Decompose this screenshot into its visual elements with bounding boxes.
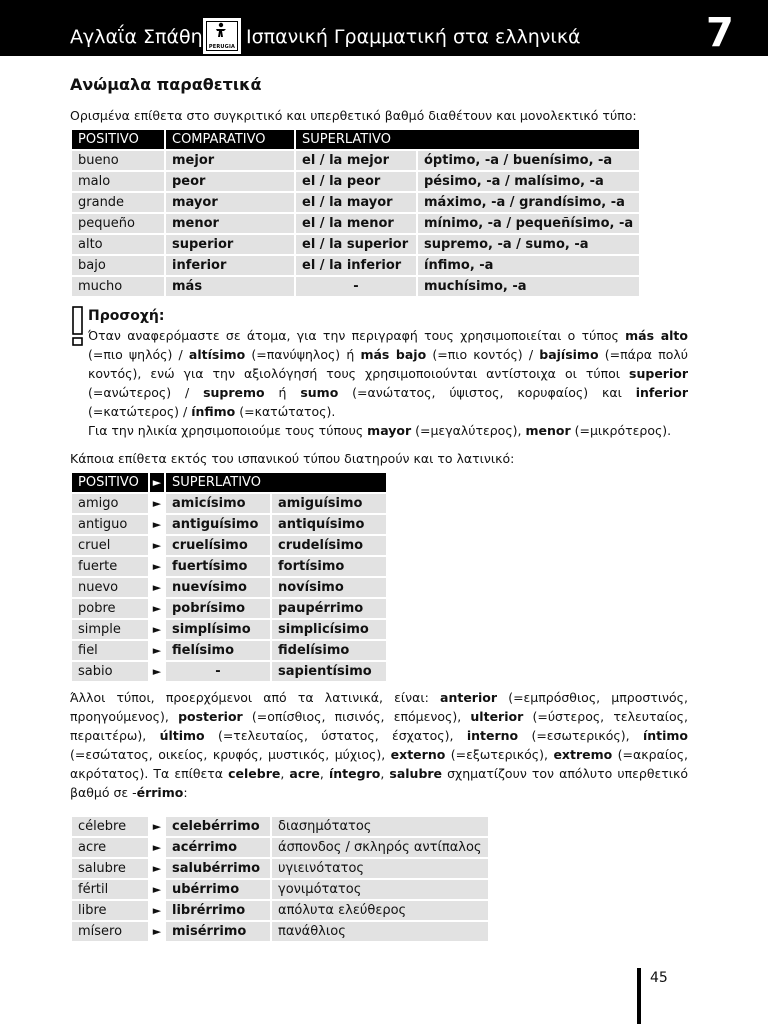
- table-row: [72, 662, 386, 681]
- cell-spanish-form: -: [166, 662, 270, 681]
- table-row: [72, 641, 386, 660]
- para-text: ,: [319, 766, 329, 781]
- cell-positivo: acre: [72, 838, 148, 857]
- cell-comparativo: mayor: [166, 193, 294, 212]
- cell-superlativo: librérrimo: [166, 901, 270, 920]
- cell-greek-translation: πανάθλιος: [272, 922, 488, 941]
- cell-latin-form: fidelísimo: [272, 641, 386, 660]
- cell-superlativo: celebérrimo: [166, 817, 270, 836]
- note-text: (=μικρότερος).: [570, 423, 672, 438]
- cell-superlativo-abs: supremo, -a / sumo, -a: [418, 235, 639, 254]
- table-header-row: [72, 473, 386, 492]
- para-text: :: [183, 785, 188, 800]
- table-row: [72, 193, 639, 212]
- table-row: [72, 515, 386, 534]
- arrow-icon: ►: [152, 820, 162, 833]
- arrow-icon: ►: [152, 581, 162, 594]
- cell-positivo: fuerte: [72, 557, 148, 576]
- arrow-icon: ►: [152, 925, 162, 938]
- intro2-text: Κάποια επίθετα εκτός του ισπανικού τύπου διατηρούν και το λατινικό:: [70, 451, 515, 466]
- cell-positivo: pobre: [72, 599, 148, 618]
- cell-positivo: libre: [72, 901, 148, 920]
- cell-positivo: grande: [72, 193, 164, 212]
- header-superlativo: SUPERLATIVO: [296, 130, 639, 149]
- para-text: (=εσωτερικός),: [518, 728, 643, 743]
- note-text: (=μεγαλύτερος),: [411, 423, 526, 438]
- table-row: [72, 578, 386, 597]
- note-term: ínfimo: [191, 404, 236, 419]
- cell-comparativo: inferior: [166, 256, 294, 275]
- cell-positivo: sabio: [72, 662, 148, 681]
- cell-positivo: nuevo: [72, 578, 148, 597]
- cell-positivo: simple: [72, 620, 148, 639]
- cell-positivo: célebre: [72, 817, 148, 836]
- table-row: [72, 620, 386, 639]
- table-row: [72, 557, 386, 576]
- cell-superlativo-rel: el / la menor: [296, 214, 416, 233]
- cell-comparativo: menor: [166, 214, 294, 233]
- arrow-icon: ►: [150, 473, 164, 492]
- header-book-title: Ισπανική Γραμματική στα ελληνικά: [246, 26, 581, 48]
- cell-spanish-form: fielísimo: [166, 641, 270, 660]
- para-text: ,: [380, 766, 390, 781]
- latin-superlatives-table: [70, 471, 388, 683]
- cell-superlativo: ubérrimo: [166, 880, 270, 899]
- para-term: último: [159, 728, 205, 743]
- cell-latin-form: paupérrimo: [272, 599, 386, 618]
- table-row: [72, 494, 386, 513]
- table-row: [72, 277, 639, 296]
- header-author: Αγλαΐα Σπάθη: [70, 26, 203, 48]
- cell-superlativo-abs: pésimo, -a / malísimo, -a: [418, 172, 639, 191]
- arrow-icon: ►: [152, 644, 162, 657]
- arrow-icon: ►: [152, 539, 162, 552]
- page-number: 45: [650, 970, 668, 986]
- note-text: (=πανύψηλος) ή: [245, 347, 361, 362]
- note-term: superior: [629, 366, 688, 381]
- note-text: ή: [264, 385, 301, 400]
- para-text: (=οπίσθιος, πισινός, επόμενος),: [242, 709, 471, 724]
- para-text: (=ύστερος, τελευταίος, περαιτέρω),: [70, 709, 688, 743]
- cell-spanish-form: cruelísimo: [166, 536, 270, 555]
- cell-superlativo-abs: óptimo, -a / buenísimo, -a: [418, 151, 639, 170]
- para-term: ulterior: [470, 709, 524, 724]
- cell-spanish-form: pobrísimo: [166, 599, 270, 618]
- note-term: bajísimo: [539, 347, 599, 362]
- footer-rule: [637, 968, 641, 1024]
- cell-superlativo-rel: el / la mayor: [296, 193, 416, 212]
- para-term: extremo: [553, 747, 613, 762]
- cell-spanish-form: simplísimo: [166, 620, 270, 639]
- note-text: Για την ηλικία χρησιμοποιούμε τους τύπους: [88, 423, 368, 438]
- cell-positivo: mísero: [72, 922, 148, 941]
- cell-superlativo-rel: el / la mejor: [296, 151, 416, 170]
- para-text: (=τελευταίος, ύστατος, έσχατος),: [204, 728, 467, 743]
- para-term: celebre: [228, 766, 281, 781]
- table-row: [72, 817, 488, 836]
- arrow-icon: ►: [152, 602, 162, 615]
- para-text: (=εξωτερικός),: [445, 747, 554, 762]
- cell-latin-form: novísimo: [272, 578, 386, 597]
- note-term: más alto: [625, 328, 688, 343]
- para-term: anterior: [440, 690, 498, 705]
- arrow-icon: ►: [152, 904, 162, 917]
- table-row: [72, 880, 488, 899]
- arrow-icon: ►: [152, 518, 162, 531]
- arrow-icon: ►: [152, 883, 162, 896]
- arrow-icon: ►: [152, 497, 162, 510]
- exclamation-icon: [72, 306, 84, 346]
- cell-greek-translation: διασημότατος: [272, 817, 488, 836]
- para-term: acre: [289, 766, 320, 781]
- table-row: [72, 151, 639, 170]
- arrow-icon: ►: [152, 862, 162, 875]
- cell-superlativo-rel: el / la peor: [296, 172, 416, 191]
- cell-spanish-form: nuevísimo: [166, 578, 270, 597]
- attention-note: [88, 306, 688, 440]
- note-term: más bajo: [360, 347, 427, 362]
- header-positivo: POSITIVO: [72, 130, 164, 149]
- header-superlativo: SUPERLATIVO: [166, 473, 386, 492]
- publisher-logo: [203, 18, 241, 54]
- cell-positivo: mucho: [72, 277, 164, 296]
- para-term: salubre: [389, 766, 443, 781]
- cell-positivo: malo: [72, 172, 164, 191]
- cell-positivo: alto: [72, 235, 164, 254]
- arrow-icon: ►: [152, 560, 162, 573]
- cell-greek-translation: απόλυτα ελεύθερος: [272, 901, 488, 920]
- cell-positivo: pequeño: [72, 214, 164, 233]
- table-row: [72, 172, 639, 191]
- errimo-superlatives-table: [70, 815, 490, 943]
- table-row: [72, 922, 488, 941]
- para-text: (=εσώτατος, οικείος, κρυφός, μυστικός, μύχιος),: [70, 747, 391, 762]
- cell-greek-translation: υγιεινότατος: [272, 859, 488, 878]
- table-row: [72, 901, 488, 920]
- note-text: (=ανώτερος) /: [88, 385, 204, 400]
- cell-latin-form: sapientísimo: [272, 662, 386, 681]
- cell-superlativo-abs: ínfimo, -a: [418, 256, 639, 275]
- cell-superlativo-rel: -: [296, 277, 416, 296]
- cell-positivo: salubre: [72, 859, 148, 878]
- cell-positivo: fiel: [72, 641, 148, 660]
- note-term: mayor: [367, 423, 412, 438]
- table-row: [72, 256, 639, 275]
- note-text: (=πιο κοντός) /: [426, 347, 540, 362]
- cell-superlativo-rel: el / la inferior: [296, 256, 416, 275]
- para-text: σχηματίζουν τον απόλυτο υπερθετικό βαθμό σε -: [70, 766, 689, 800]
- table-header-row: [72, 130, 639, 149]
- header-comparativo: COMPARATIVO: [166, 130, 294, 149]
- table-row: [72, 214, 639, 233]
- cell-positivo: cruel: [72, 536, 148, 555]
- cell-superlativo-abs: mínimo, -a / pequeñísimo, -a: [418, 214, 639, 233]
- table-row: [72, 838, 488, 857]
- cell-latin-form: crudelísimo: [272, 536, 386, 555]
- cell-comparativo: superior: [166, 235, 294, 254]
- para-text: ,: [280, 766, 290, 781]
- note-text: (=κατώτατος).: [235, 404, 336, 419]
- note-text: Όταν αναφερόμαστε σε άτομα, για την περιγραφή τους χρησιμοποιείται ο τύπος: [88, 328, 626, 343]
- section-title: Ανώμαλα παραθετικά: [70, 75, 262, 94]
- para-term: externo: [390, 747, 446, 762]
- latin-forms-paragraph: [70, 688, 688, 802]
- note-term: sumo: [300, 385, 339, 400]
- table-row: [72, 536, 386, 555]
- cell-superlativo: misérrimo: [166, 922, 270, 941]
- arrow-icon: ►: [152, 623, 162, 636]
- cell-positivo: amigo: [72, 494, 148, 513]
- cell-superlativo-abs: máximo, -a / grandísimo, -a: [418, 193, 639, 212]
- note-text: (=ανώτατος, ύψιστος, κορυφαίος) και: [338, 385, 636, 400]
- cell-latin-form: simplicísimo: [272, 620, 386, 639]
- note-term: altísimo: [188, 347, 246, 362]
- cell-latin-form: amiguísimo: [272, 494, 386, 513]
- para-term: íntimo: [642, 728, 688, 743]
- cell-comparativo: más: [166, 277, 294, 296]
- header-positivo: POSITIVO: [72, 473, 148, 492]
- table-row: [72, 235, 639, 254]
- note-term: inferior: [635, 385, 688, 400]
- cell-positivo: bajo: [72, 256, 164, 275]
- arrow-icon: ►: [152, 841, 162, 854]
- arrow-icon: ►: [152, 665, 162, 678]
- table-row: [72, 599, 386, 618]
- para-term: íntegro: [328, 766, 381, 781]
- para-term: érrimo: [136, 785, 184, 800]
- cell-positivo: bueno: [72, 151, 164, 170]
- para-text: (=εμπρόσθιος, μπροστινός, προηγούμενος),: [70, 690, 688, 724]
- note-text: (=πάρα πολύ κοντός), ενώ για την αξιολόγησή τους χρησιμοποιούνται αντίστοιχα οι τύποι: [88, 347, 688, 381]
- para-text: (=ακραίος, ακρότατος). Τα επίθετα: [70, 747, 689, 781]
- cell-positivo: fértil: [72, 880, 148, 899]
- note-text: (=πιο ψηλός) /: [88, 347, 189, 362]
- logo-text: PERUGIA: [208, 44, 236, 50]
- attention-title: Προσοχή:: [88, 308, 165, 324]
- cell-spanish-form: fuertísimo: [166, 557, 270, 576]
- para-text: Άλλοι τύποι, προερχόμενοι από τα λατινικά, είναι:: [70, 690, 441, 705]
- para-term: interno: [466, 728, 519, 743]
- cell-positivo: antiguo: [72, 515, 148, 534]
- chapter-number: 7: [706, 10, 734, 56]
- para-term: posterior: [178, 709, 243, 724]
- table-row: [72, 859, 488, 878]
- cell-comparativo: peor: [166, 172, 294, 191]
- note-term: supremo: [203, 385, 265, 400]
- cell-superlativo: salubérrimo: [166, 859, 270, 878]
- cell-latin-form: antiquísimo: [272, 515, 386, 534]
- cell-spanish-form: amicísimo: [166, 494, 270, 513]
- cell-superlativo-rel: el / la superior: [296, 235, 416, 254]
- intro-text: Ορισμένα επίθετα στο συγκριτικό και υπερθετικό βαθμό διαθέτουν και μονολεκτικό τύπο:: [70, 108, 637, 123]
- note-text: (=κατώτερος) /: [88, 404, 192, 419]
- cell-comparativo: mejor: [166, 151, 294, 170]
- page-header: [0, 0, 768, 56]
- note-term: menor: [525, 423, 571, 438]
- irregular-comparatives-table: [70, 128, 641, 298]
- cell-spanish-form: antiguísimo: [166, 515, 270, 534]
- cell-latin-form: fortísimo: [272, 557, 386, 576]
- logo-figure-icon: [214, 22, 228, 38]
- cell-greek-translation: άσπονδος / σκληρός αντίπαλος: [272, 838, 488, 857]
- cell-superlativo: acérrimo: [166, 838, 270, 857]
- cell-greek-translation: γονιμότατος: [272, 880, 488, 899]
- cell-superlativo-abs: muchísimo, -a: [418, 277, 639, 296]
